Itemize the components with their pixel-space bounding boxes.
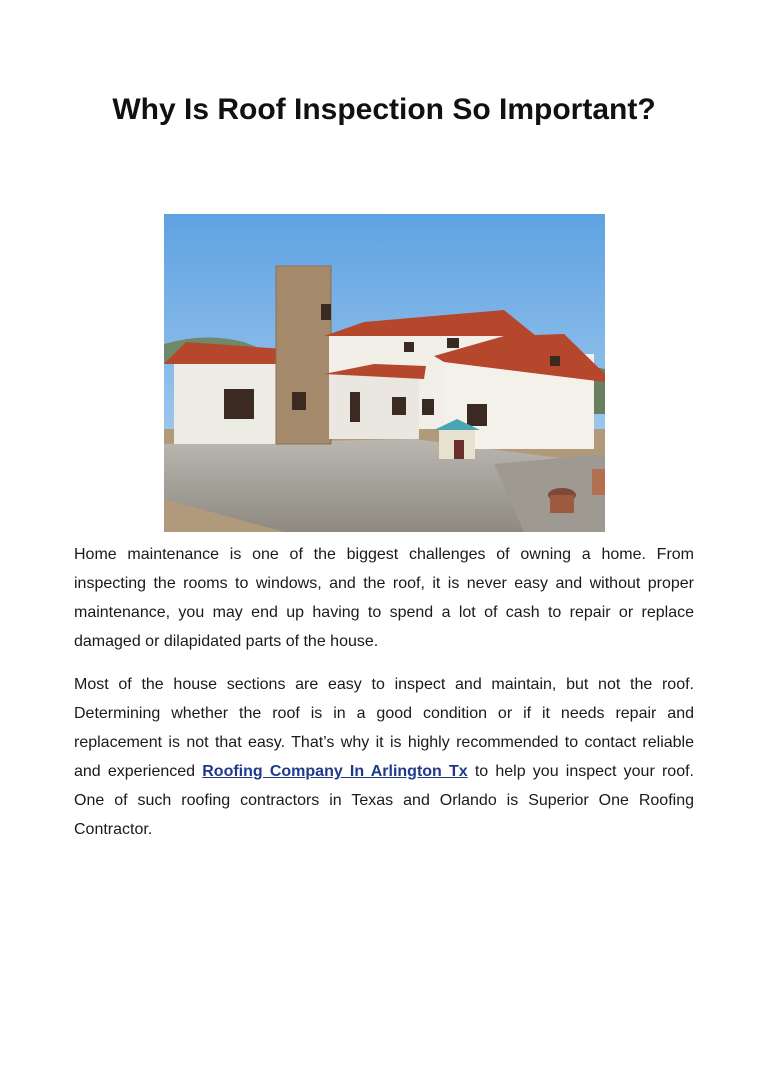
document-title: Why Is Roof Inspection So Important?	[112, 93, 656, 126]
paragraph-roof-inspection-text-end: to help you inspect your roof. One of such roofing contractors in Texas and Orlando is Superior One Roofing Contractor.	[74, 763, 694, 838]
paragraph-intro: Home maintenance is one of the biggest challenges of owning a home. From inspecting the rooms to windows, and the roof, it is never easy and without proper maintenance, you may end up having to spend a lot of cash to repair or replace damaged or dilapidated parts of the house.	[74, 546, 694, 650]
house-photo-illustration	[164, 214, 605, 532]
paragraph-roof-inspection	[74, 670, 694, 844]
house-photo	[164, 214, 605, 532]
paragraph-roof-inspection-text-start: Most of the house sections are easy to inspect and maintain, but not the roof. Determining whether the roof is in a good condition or if it needs repair and replacement is not that easy. That’s why it is highly recommended to contact reliable and experienced	[74, 676, 694, 780]
roofing-company-link[interactable]: Roofing Company In Arlington Tx	[202, 763, 468, 780]
